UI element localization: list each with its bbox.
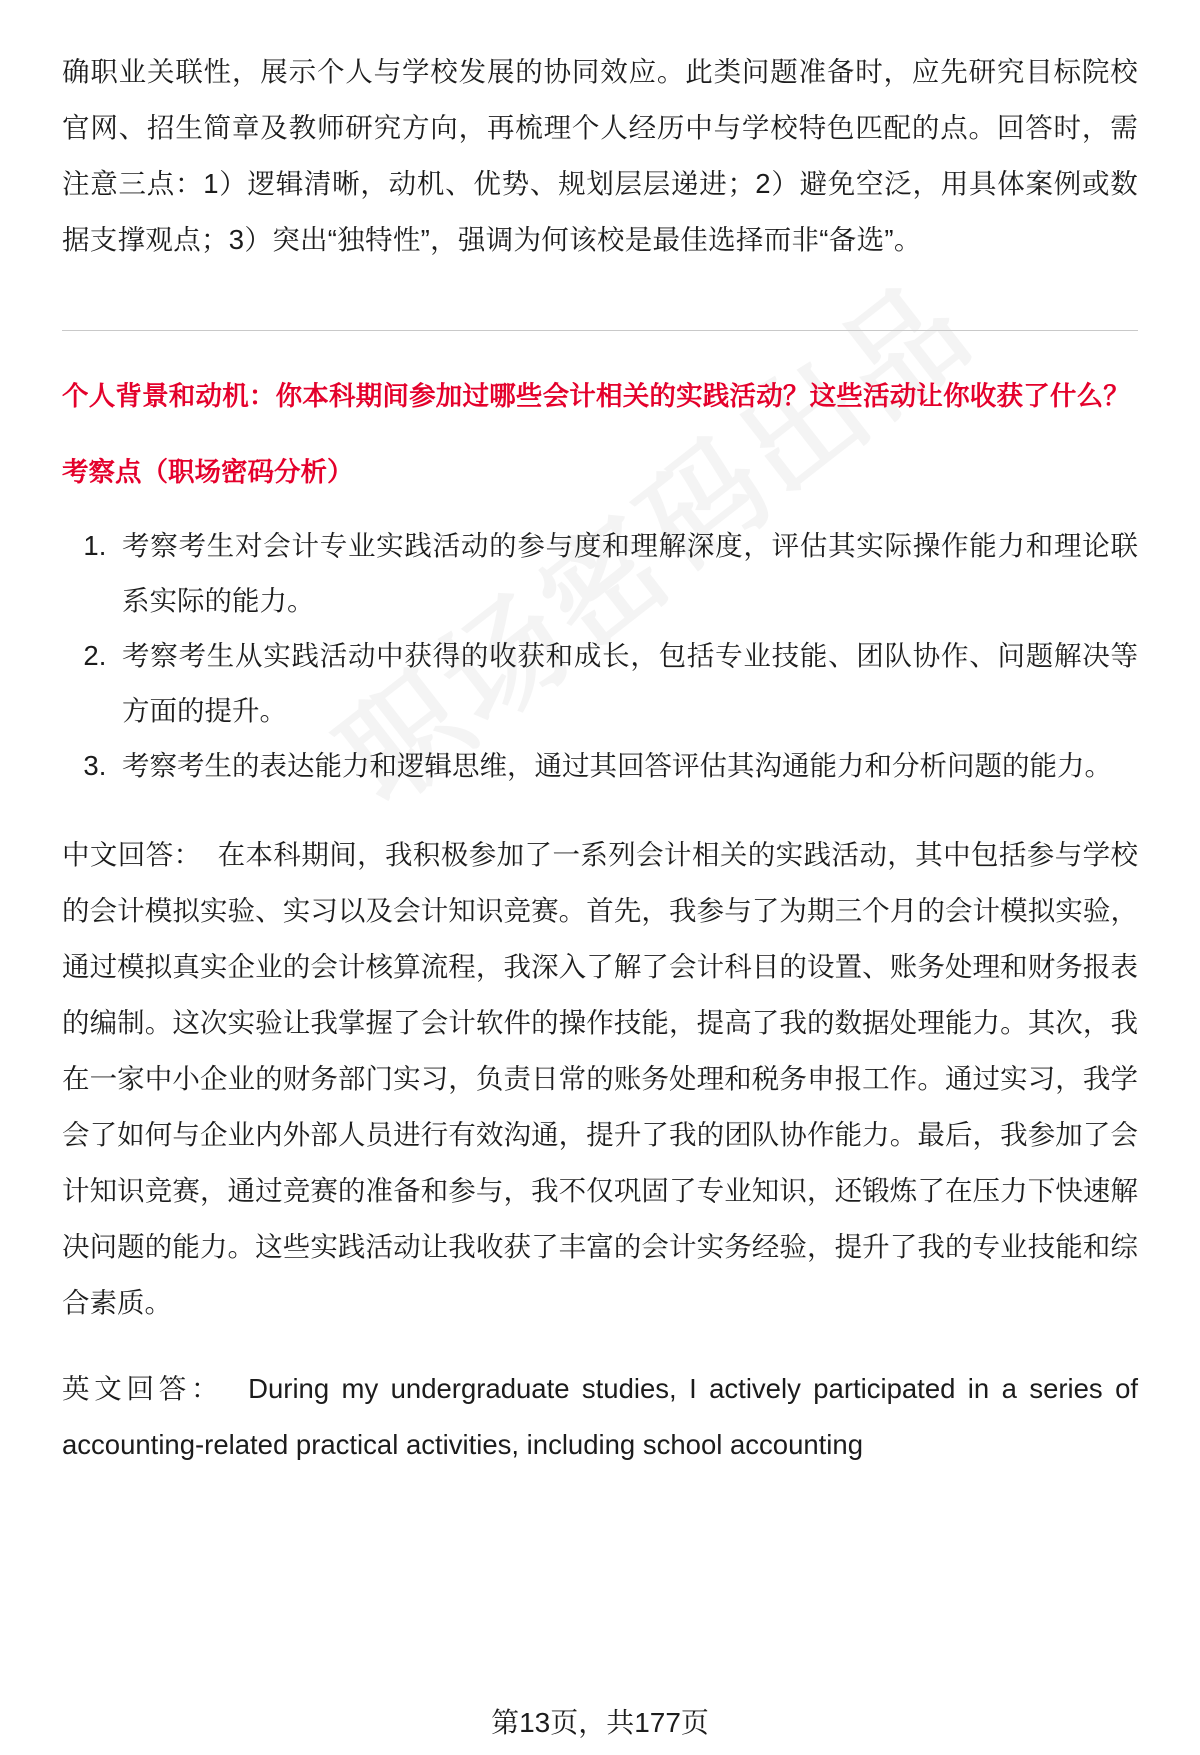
chinese-answer-label: 中文回答： [62, 839, 202, 870]
list-item: 3. 考察考生的表达能力和逻辑思维，通过其回答评估其沟通能力和分析问题的能力。 [114, 738, 1138, 793]
list-item: 1. 考察考生对会计专业实践活动的参与度和理解深度，评估其实际操作能力和理论联系实际的能力。 [114, 518, 1138, 628]
page-footer: 第13页，共177页 [491, 1707, 709, 1738]
section-divider [62, 330, 1138, 331]
assessment-points-list [62, 518, 1138, 793]
english-answer-label: 英文回答： [62, 1373, 224, 1404]
page-content [62, 44, 1138, 1473]
assessment-points-heading: 考察点（职场密码分析） [62, 457, 354, 487]
english-answer-text: During my undergraduate studies, I actively participated in a series of accounting-related practical activities, including school accounting [62, 1373, 1139, 1460]
chinese-answer-paragraph [62, 827, 1138, 1331]
continued-paragraph: 确职业关联性，展示个人与学校发展的协同效应。此类问题准备时，应先研究目标院校官网、招生简章及教师研究方向，再梳理个人经历中与学校特色匹配的点。回答时，需注意三点：1）逻辑清晰，动机、优势、规划层层递进；2）避免空泛，用具体案例或数据支撑观点；3）突出“独特性”，强调为何该校是最佳选择而非“备选”。 [62, 56, 1138, 255]
english-answer-paragraph [62, 1361, 1138, 1473]
chinese-answer-text: 在本科期间，我积极参加了一系列会计相关的实践活动，其中包括参与学校的会计模拟实验、实习以及会计知识竞赛。首先，我参与了为期三个月的会计模拟实验，通过模拟真实企业的会计核算流程，我深入了解了会计科目的设置、账务处理和财务报表的编制。这次实验让我掌握了会计软件的操作技能，提高了我的数据处理能力。其次，我在一家中小企业的财务部门实习，负责日常的账务处理和税务申报工作。通过实习，我学会了如何与企业内外部人员进行有效沟通，提升了我的团队协作能力。最后，我参加了会计知识竞赛，通过竞赛的准备和参与，我不仅巩固了专业知识，还锻炼了在压力下快速解决问题的能力。这些实践活动让我收获了丰富的会计实务经验，提升了我的专业技能和综合素质。 [62, 839, 1139, 1318]
question-heading: 个人背景和动机：你本科期间参加过哪些会计相关的实践活动？这些活动让你收获了什么？ [62, 381, 1130, 411]
list-item: 2. 考察考生从实践活动中获得的收获和成长，包括专业技能、团队协作、问题解决等方面的提升。 [114, 628, 1138, 738]
